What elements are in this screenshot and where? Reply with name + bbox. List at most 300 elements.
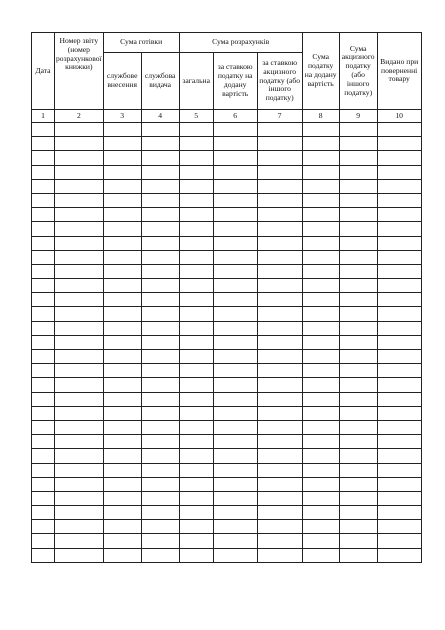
table-cell <box>141 350 179 364</box>
table-cell <box>213 491 257 505</box>
table-cell <box>32 520 55 534</box>
table-cell <box>141 534 179 548</box>
table-row <box>32 208 422 222</box>
table-row <box>32 449 422 463</box>
table-cell <box>103 506 141 520</box>
table-cell <box>55 491 104 505</box>
table-row <box>32 250 422 264</box>
table-cell <box>141 179 179 193</box>
table-cell <box>257 236 302 250</box>
table-cell <box>302 193 339 207</box>
table-cell <box>302 534 339 548</box>
table-cell <box>103 193 141 207</box>
table-cell <box>377 435 421 449</box>
table-cell <box>257 208 302 222</box>
table-cell <box>302 477 339 491</box>
table-cell <box>103 364 141 378</box>
table-cell <box>339 392 377 406</box>
table-cell <box>213 520 257 534</box>
table-cell <box>55 293 104 307</box>
table-row <box>32 534 422 548</box>
table-cell <box>32 222 55 236</box>
table-cell <box>141 293 179 307</box>
table-cell <box>213 335 257 349</box>
table-cell <box>213 264 257 278</box>
table-cell <box>55 165 104 179</box>
table-cell <box>141 222 179 236</box>
table-cell <box>141 548 179 562</box>
table-cell <box>213 123 257 137</box>
table-cell <box>103 250 141 264</box>
table-cell <box>55 264 104 278</box>
table-cell <box>213 222 257 236</box>
table-cell <box>377 236 421 250</box>
header-report-number: Номер звіту (номер розрахункової книжки) <box>55 33 104 110</box>
table-cell <box>302 165 339 179</box>
table-cell <box>179 548 213 562</box>
table-cell <box>141 392 179 406</box>
table-row <box>32 321 422 335</box>
table-cell <box>141 378 179 392</box>
table-cell <box>257 293 302 307</box>
table-cell <box>339 264 377 278</box>
table-row <box>32 420 422 434</box>
table-cell <box>141 123 179 137</box>
table-row <box>32 335 422 349</box>
table-cell <box>141 193 179 207</box>
table-cell <box>302 208 339 222</box>
table-row <box>32 165 422 179</box>
table-cell <box>377 293 421 307</box>
table-cell <box>302 123 339 137</box>
table-cell <box>339 534 377 548</box>
table-row <box>32 392 422 406</box>
table-cell <box>55 222 104 236</box>
table-cell <box>141 137 179 151</box>
table-cell <box>179 463 213 477</box>
table-cell <box>141 307 179 321</box>
table-cell <box>257 137 302 151</box>
table-cell <box>55 151 104 165</box>
table-cell <box>257 307 302 321</box>
table-cell <box>377 463 421 477</box>
table-cell <box>179 321 213 335</box>
table-cell <box>55 392 104 406</box>
column-number: 4 <box>141 110 179 123</box>
table-cell <box>141 364 179 378</box>
header-vat-amount: Сума податку на додану вартість <box>302 33 339 110</box>
table-cell <box>103 293 141 307</box>
table-cell <box>55 420 104 434</box>
table-cell <box>302 435 339 449</box>
table-cell <box>339 378 377 392</box>
cash-register-ledger-table <box>31 32 422 563</box>
table-cell <box>339 520 377 534</box>
table-cell <box>213 350 257 364</box>
table-cell <box>302 321 339 335</box>
table-cell <box>377 179 421 193</box>
column-number: 2 <box>55 110 104 123</box>
table-cell <box>377 335 421 349</box>
table-cell <box>103 378 141 392</box>
table-cell <box>377 420 421 434</box>
table-cell <box>55 449 104 463</box>
table-cell <box>55 208 104 222</box>
table-cell <box>377 165 421 179</box>
column-number: 9 <box>339 110 377 123</box>
table-cell <box>339 123 377 137</box>
table-cell <box>213 236 257 250</box>
table-row <box>32 123 422 137</box>
table-cell <box>302 420 339 434</box>
table-row <box>32 477 422 491</box>
table-cell <box>302 364 339 378</box>
table-cell <box>103 449 141 463</box>
table-cell <box>32 137 55 151</box>
table-cell <box>339 222 377 236</box>
header-total: загальна <box>179 53 213 110</box>
table-cell <box>339 491 377 505</box>
table-cell <box>213 534 257 548</box>
table-cell <box>213 378 257 392</box>
table-cell <box>377 193 421 207</box>
table-cell <box>257 123 302 137</box>
table-cell <box>32 392 55 406</box>
table-cell <box>141 264 179 278</box>
table-cell <box>55 250 104 264</box>
table-cell <box>32 264 55 278</box>
header-excise-amount: Сума акцизного податку (або іншого податку) <box>339 33 377 110</box>
table-cell <box>302 491 339 505</box>
table-cell <box>55 236 104 250</box>
table-cell <box>302 378 339 392</box>
table-cell <box>55 506 104 520</box>
column-number: 6 <box>213 110 257 123</box>
table-cell <box>179 335 213 349</box>
table-cell <box>55 350 104 364</box>
table-cell <box>302 151 339 165</box>
table-row <box>32 378 422 392</box>
table-cell <box>179 435 213 449</box>
table-cell <box>339 463 377 477</box>
table-cell <box>302 350 339 364</box>
table-cell <box>377 151 421 165</box>
table-cell <box>257 392 302 406</box>
header-service-withdrawal: службова видача <box>141 53 179 110</box>
column-number: 1 <box>32 110 55 123</box>
table-cell <box>55 548 104 562</box>
table-cell <box>179 420 213 434</box>
table-cell <box>179 264 213 278</box>
table-row <box>32 364 422 378</box>
table-cell <box>32 491 55 505</box>
table-cell <box>141 165 179 179</box>
header-cash-amount: Сума готівки <box>103 33 179 53</box>
table-cell <box>213 420 257 434</box>
table-cell <box>302 293 339 307</box>
table-cell <box>213 449 257 463</box>
table-cell <box>32 193 55 207</box>
table-cell <box>103 321 141 335</box>
table-cell <box>377 279 421 293</box>
table-cell <box>339 420 377 434</box>
header-settlement-amount: Сума розрахунків <box>179 33 302 53</box>
table-cell <box>339 137 377 151</box>
table-cell <box>257 420 302 434</box>
table-cell <box>32 151 55 165</box>
table-cell <box>141 335 179 349</box>
header-vat-rate: за ставкою податку на додану вартість <box>213 53 257 110</box>
table-cell <box>257 435 302 449</box>
table-cell <box>302 250 339 264</box>
table-cell <box>103 165 141 179</box>
table-cell <box>213 250 257 264</box>
table-cell <box>141 435 179 449</box>
table-cell <box>257 179 302 193</box>
table-cell <box>339 364 377 378</box>
table-cell <box>302 236 339 250</box>
table-cell <box>377 321 421 335</box>
table-cell <box>213 406 257 420</box>
table-cell <box>302 179 339 193</box>
table-cell <box>32 435 55 449</box>
table-cell <box>179 179 213 193</box>
column-number: 3 <box>103 110 141 123</box>
table-cell <box>179 279 213 293</box>
table-cell <box>377 520 421 534</box>
table-cell <box>179 364 213 378</box>
table-cell <box>339 506 377 520</box>
table-cell <box>141 449 179 463</box>
table-cell <box>55 378 104 392</box>
table-cell <box>179 477 213 491</box>
table-cell <box>179 236 213 250</box>
table-cell <box>103 179 141 193</box>
table-cell <box>55 123 104 137</box>
table-cell <box>257 151 302 165</box>
table-cell <box>213 279 257 293</box>
table-cell <box>103 222 141 236</box>
table-cell <box>377 123 421 137</box>
table-cell <box>103 151 141 165</box>
table-cell <box>103 477 141 491</box>
table-cell <box>302 392 339 406</box>
table-row <box>32 279 422 293</box>
table-cell <box>32 321 55 335</box>
table-cell <box>377 449 421 463</box>
table-cell <box>339 350 377 364</box>
table-cell <box>55 137 104 151</box>
table-cell <box>179 193 213 207</box>
table-cell <box>257 534 302 548</box>
table-cell <box>141 506 179 520</box>
table-row <box>32 548 422 562</box>
table-cell <box>103 123 141 137</box>
header-date: Дата <box>32 33 55 110</box>
table-cell <box>179 392 213 406</box>
table-cell <box>32 279 55 293</box>
table-cell <box>339 279 377 293</box>
table-cell <box>141 250 179 264</box>
table-cell <box>339 179 377 193</box>
table-cell <box>339 250 377 264</box>
table-cell <box>213 364 257 378</box>
table-cell <box>377 350 421 364</box>
table-cell <box>32 506 55 520</box>
table-cell <box>377 208 421 222</box>
table-cell <box>141 420 179 434</box>
table-cell <box>257 506 302 520</box>
table-cell <box>377 307 421 321</box>
table-row <box>32 307 422 321</box>
table-cell <box>339 307 377 321</box>
table-cell <box>213 392 257 406</box>
table-cell <box>257 449 302 463</box>
table-cell <box>377 406 421 420</box>
table-cell <box>141 491 179 505</box>
table-cell <box>179 520 213 534</box>
table-cell <box>103 208 141 222</box>
table-cell <box>141 151 179 165</box>
table-cell <box>179 293 213 307</box>
table-cell <box>103 420 141 434</box>
table-cell <box>377 222 421 236</box>
table-cell <box>103 307 141 321</box>
header-returned-goods: Видано при поверненні товару <box>377 33 421 110</box>
table-cell <box>141 208 179 222</box>
table-cell <box>213 165 257 179</box>
table-cell <box>32 250 55 264</box>
column-number: 10 <box>377 110 421 123</box>
table-cell <box>257 491 302 505</box>
table-cell <box>55 435 104 449</box>
table-cell <box>179 222 213 236</box>
table-cell <box>179 151 213 165</box>
table-row <box>32 193 422 207</box>
table-cell <box>302 548 339 562</box>
table-cell <box>302 222 339 236</box>
table-cell <box>377 264 421 278</box>
table-cell <box>179 534 213 548</box>
table-row <box>32 350 422 364</box>
table-cell <box>32 350 55 364</box>
table-cell <box>55 279 104 293</box>
table-cell <box>339 449 377 463</box>
table-cell <box>32 165 55 179</box>
header-excise-rate: за ставкою акцизного податку (або іншого податку) <box>257 53 302 110</box>
table-cell <box>339 477 377 491</box>
table-cell <box>257 264 302 278</box>
table-cell <box>32 123 55 137</box>
column-number: 7 <box>257 110 302 123</box>
table-cell <box>32 420 55 434</box>
table-cell <box>32 378 55 392</box>
table-cell <box>32 236 55 250</box>
table-cell <box>377 250 421 264</box>
table-cell <box>32 406 55 420</box>
table-row <box>32 463 422 477</box>
table-cell <box>179 506 213 520</box>
table-cell <box>377 506 421 520</box>
table-cell <box>257 350 302 364</box>
table-cell <box>213 435 257 449</box>
table-cell <box>339 165 377 179</box>
table-cell <box>339 548 377 562</box>
table-cell <box>257 520 302 534</box>
table-cell <box>257 335 302 349</box>
table-cell <box>179 378 213 392</box>
table-cell <box>302 506 339 520</box>
table-cell <box>302 137 339 151</box>
table-cell <box>377 534 421 548</box>
table-cell <box>103 534 141 548</box>
table-cell <box>32 548 55 562</box>
table-cell <box>257 321 302 335</box>
table-cell <box>103 279 141 293</box>
table-cell <box>179 449 213 463</box>
table-cell <box>141 463 179 477</box>
table-cell <box>179 350 213 364</box>
table-cell <box>141 520 179 534</box>
table-cell <box>377 137 421 151</box>
table-cell <box>103 264 141 278</box>
table-cell <box>257 463 302 477</box>
table-cell <box>302 307 339 321</box>
table-cell <box>179 307 213 321</box>
table-cell <box>179 250 213 264</box>
table-cell <box>141 321 179 335</box>
table-cell <box>339 335 377 349</box>
table-cell <box>339 293 377 307</box>
table-row <box>32 435 422 449</box>
table-cell <box>103 335 141 349</box>
table-cell <box>213 293 257 307</box>
table-cell <box>55 534 104 548</box>
table-cell <box>32 293 55 307</box>
table-cell <box>302 406 339 420</box>
table-cell <box>103 435 141 449</box>
table-cell <box>141 236 179 250</box>
column-number-row <box>32 110 422 123</box>
table-cell <box>103 236 141 250</box>
column-number: 5 <box>179 110 213 123</box>
table-cell <box>32 364 55 378</box>
table-cell <box>103 491 141 505</box>
table-cell <box>302 264 339 278</box>
table-cell <box>179 491 213 505</box>
table-cell <box>377 364 421 378</box>
header-service-deposit: службове внесення <box>103 53 141 110</box>
table-cell <box>103 520 141 534</box>
table-cell <box>339 435 377 449</box>
table-cell <box>257 364 302 378</box>
table-cell <box>213 477 257 491</box>
table-cell <box>55 193 104 207</box>
table-cell <box>213 137 257 151</box>
table-cell <box>377 392 421 406</box>
table-cell <box>302 520 339 534</box>
table-row <box>32 264 422 278</box>
table-cell <box>213 463 257 477</box>
table-row <box>32 222 422 236</box>
table-cell <box>55 364 104 378</box>
table-cell <box>55 463 104 477</box>
table-cell <box>302 449 339 463</box>
table-cell <box>213 307 257 321</box>
table-cell <box>257 477 302 491</box>
table-row <box>32 151 422 165</box>
table-cell <box>257 193 302 207</box>
